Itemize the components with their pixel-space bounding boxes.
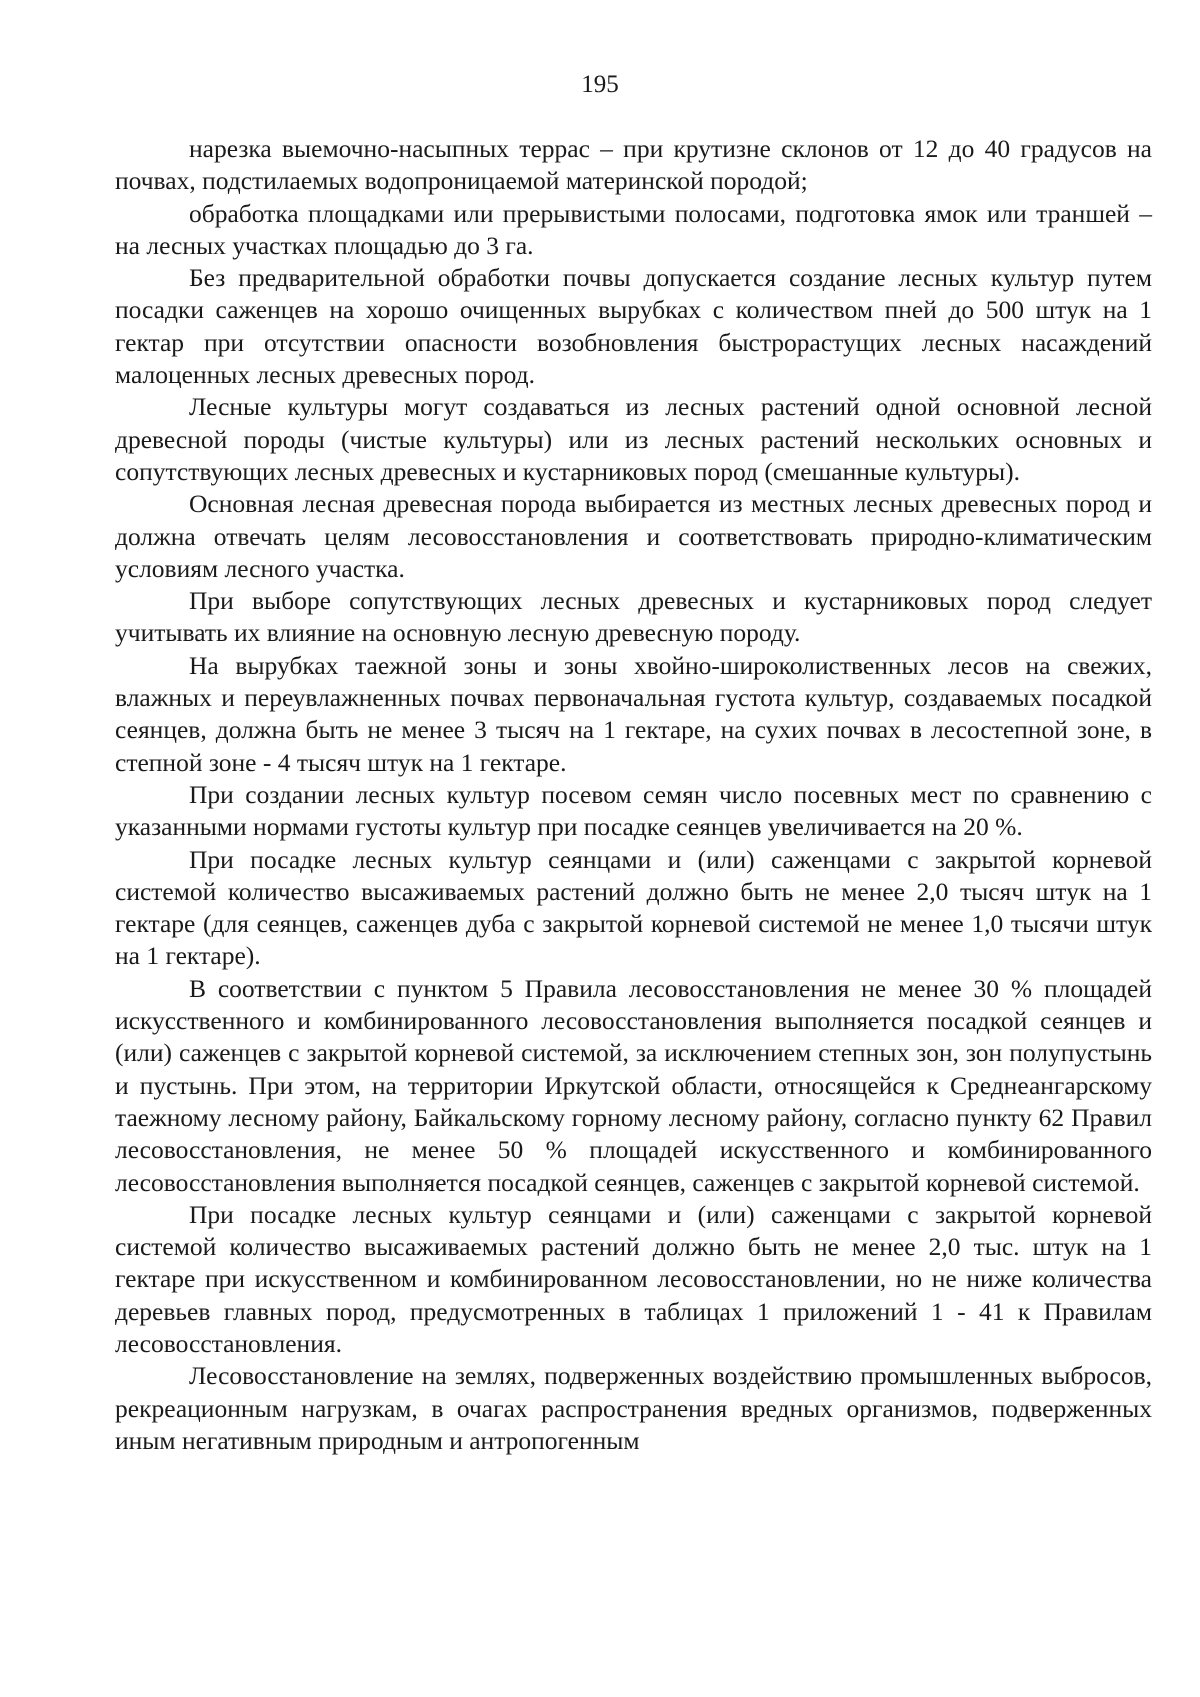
paragraph-closed-root-quantity: При посадке лесных культур сеянцами и (или) саженцами с закрытой корневой системой количество высаживаемых растений должно быть не менее 2,0 тыс. штук на 1 гектаре при искусственном и комбинированном лесовосстановлении, но не ниже количества деревьев главных пород, предусмотренных в таблицах 1 приложений 1 - 41 к Правилам лесовосстановления.: [115, 1199, 1152, 1358]
paragraph-plots-strips: обработка площадками или прерывистыми полосами, подготовка ямок или траншей – на лесных участках площадью до 3 га.: [115, 198, 1152, 260]
paragraph-closed-root-planting: При посадке лесных культур сеянцами и (или) саженцами с закрытой корневой системой количество высаживаемых растений должно быть не менее 2,0 тысяч штук на 1 гектаре (для сеянцев, саженцев дуба с закрытой корневой системой не менее 1,0 тысячи штук на 1 гектаре).: [115, 844, 1152, 971]
paragraph-pure-mixed-cultures: Лесные культуры могут создаваться из лесных растений одной основной лесной древесной породы (чистые культуры) или из лесных растений нескольких основных и сопутствующих лесных древесных и кустарниковых пород (смешанные культуры).: [115, 392, 1152, 486]
page-number: 195: [581, 71, 619, 98]
paragraph-terraces: нарезка выемочно-насыпных террас – при крутизне склонов от 12 до 40 градусов на почвах, подстилаемых водопроницаемой материнской породой;: [115, 134, 1152, 196]
paragraph-initial-density: На вырубках таежной зоны и зоны хвойно-широколиственных лесов на свежих, влажных и переувлажненных почвах первоначальная густота культур, создаваемых посадкой сеянцев, должна быть не менее 3 тысяч на 1 гектаре, на сухих почвах в лесостепной зоне, в степной зоне - 4 тысяч штук на 1 гектаре.: [115, 650, 1152, 777]
paragraph-no-soil-treatment: Без предварительной обработки почвы допускается создание лесных культур путем посадки саженцев на хорошо очищенных вырубках с количеством пней до 500 штук на 1 гектар при отсутствии опасности возобновления быстрорастущих лесных насаждений малоценных лесных древесных пород.: [115, 263, 1152, 390]
paragraph-seed-sowing: При создании лесных культур посевом семян число посевных мест по сравнению с указанными нормами густоты культур при посадке сеянцев увеличивается на 20 %.: [115, 779, 1152, 842]
paragraph-companion-species: При выборе сопутствующих лесных древесных и кустарниковых пород следует учитывать их влияние на основную лесную древесную породу.: [115, 586, 1152, 648]
paragraph-affected-lands: Лесовосстановление на землях, подверженных воздействию промышленных выбросов, рекреационным нагрузкам, в очагах распространения вредных организмов, подверженных иным негативным природным и антропогенным: [115, 1361, 1152, 1455]
body-text: [115, 133, 1152, 1457]
paragraph-main-species: Основная лесная древесная порода выбирается из местных лесных древесных пород и должна отвечать целям лесовосстановления и соответствовать природно-климатическим условиям лесного участка.: [115, 489, 1152, 583]
paragraph-irkutsk-regulation: В соответствии с пунктом 5 Правила лесовосстановления не менее 30 % площадей искусственного и комбинированного лесовосстановления выполняется посадкой сеянцев и (или) саженцев с закрытой корневой системой, за исключением степных зон, зон полупустынь и пустынь. При этом, на территории Иркутской области, относящейся к Среднеангарскому таежному лесному району, Байкальскому горному лесному району, согласно пункту 62 Правил лесовосстановления, не менее 50 % площадей искусственного и комбинированного лесовосстановления выполняется посадкой сеянцев, саженцев с закрытой корневой системой.: [115, 973, 1152, 1197]
